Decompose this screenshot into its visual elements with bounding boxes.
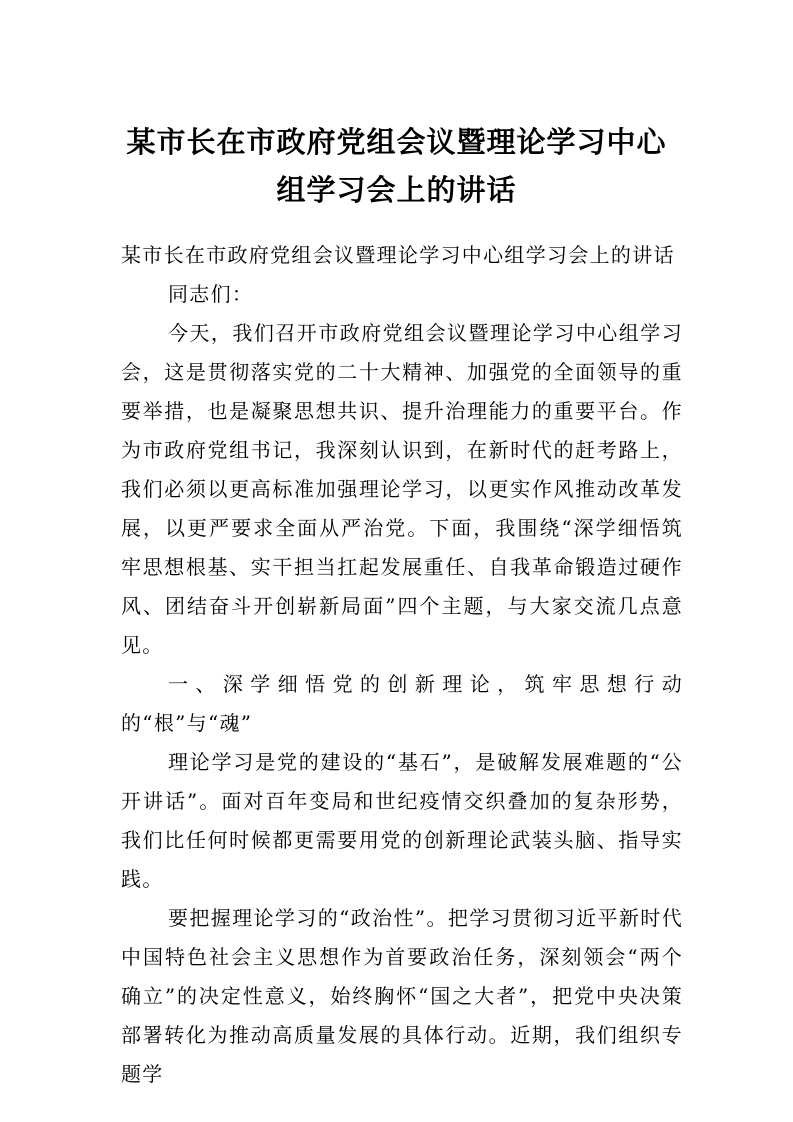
subtitle-paragraph: 某市长在市政府党组会议暨理论学习中心组学习会上的讲话 bbox=[121, 243, 675, 267]
body-paragraph: 要把握理论学习的“政治性”。把学习贯彻习近平新时代中国特色社会主义思想作为首要政治任务，深刻领会“两个确立”的决定性意义，始终胸怀“国之大者”，把党中央决策部署转化为推动高质量发展的具体行动。近期，我们组织专题学 bbox=[121, 906, 683, 1086]
document-body bbox=[121, 236, 683, 1094]
document-title bbox=[100, 118, 693, 214]
title-line-1: 某市长在市政府党组会议暨理论学习中心 bbox=[126, 125, 667, 159]
section-heading-1: 一、深学细悟党的创新理论，筑牢思想行动的“根”与“魂” bbox=[121, 672, 683, 735]
body-paragraph: 理论学习是党的建设的“基石”，是破解发展难题的“公开讲话”。面对百年变局和世纪疫情交织叠加的复杂形势，我们比任何时候都更需要用党的创新理论武装头脑、指导实践。 bbox=[121, 750, 683, 891]
salutation: 同志们： bbox=[168, 282, 254, 306]
intro-paragraph: 今天，我们召开市政府党组会议暨理论学习中心组学习会，这是贯彻落实党的二十大精神、加强党的全面领导的重要举措，也是凝聚思想共识、提升治理能力的重要平台。作为市政府党组书记，我深刻认识到，在新时代的赶考路上，我们必须以更高标准加强理论学习，以更实作风推动改革发展，以更严要求全面从严治党。下面，我围绕“深学细悟筑牢思想根基、实干担当扛起发展重任、自我革命锻造过硬作风、团结奋斗开创崭新局面”四个主题，与大家交流几点意见。 bbox=[121, 321, 683, 657]
title-line-2: 组学习会上的讲话 bbox=[276, 173, 517, 207]
